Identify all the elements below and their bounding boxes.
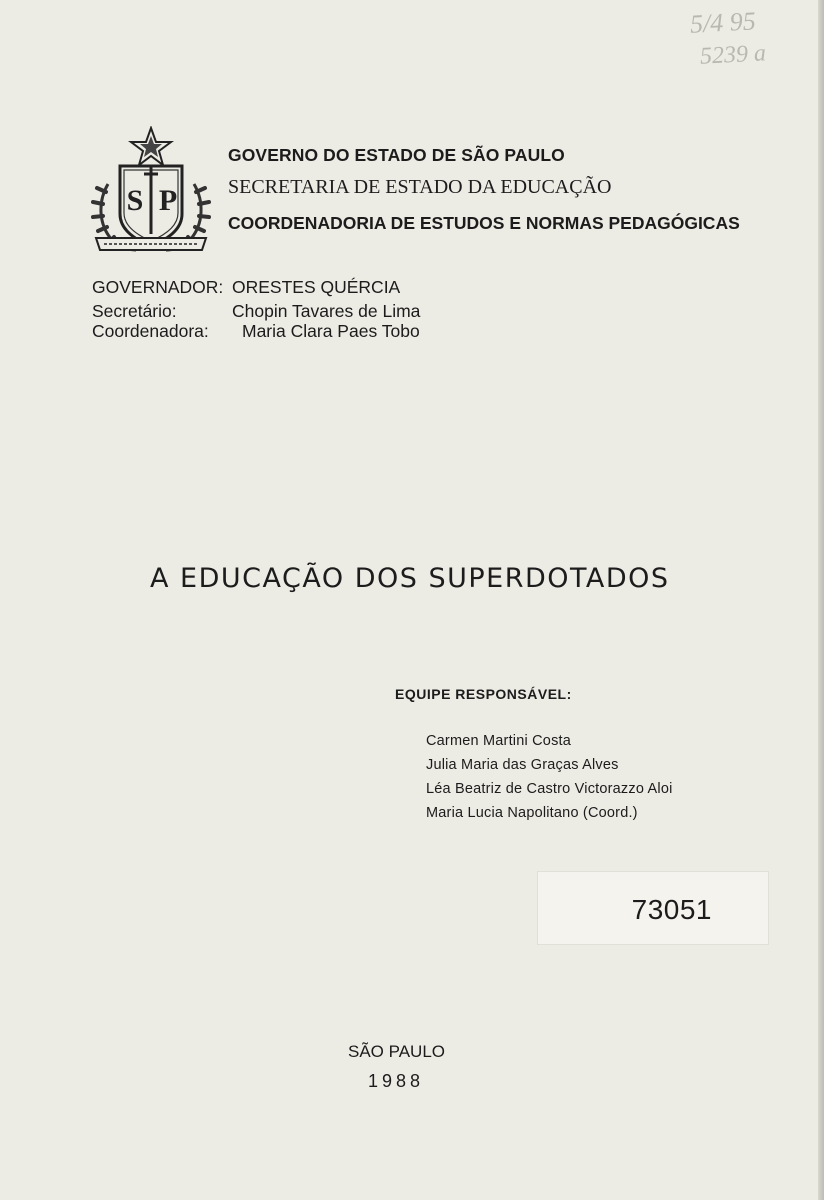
team-heading: EQUIPE RESPONSÁVEL: [395, 686, 572, 702]
coat-of-arms-icon [90, 126, 212, 260]
team-member: Carmen Martini Costa [426, 733, 572, 749]
document-title: A EDUCAÇÃO DOS SUPERDOTADOS [150, 563, 670, 594]
publication-year: 1988 [368, 1071, 425, 1091]
official-name: Chopin Tavares de Lima [232, 301, 421, 321]
secretariat-name: SECRETARIA DE ESTADO DA EDUCAÇÃO [228, 176, 612, 198]
official-role: Coordenadora: [92, 321, 209, 341]
team-member: Julia Maria das Graças Alves [426, 757, 619, 773]
handwritten-margin-note-2: 5239 a [699, 40, 767, 70]
state-seal [90, 126, 212, 260]
handwritten-margin-note: 5/4 95 [689, 6, 757, 39]
official-role: Secretário: [92, 301, 177, 321]
team-member: Léa Beatriz de Castro Victorazzo Aloi [426, 781, 673, 797]
official-role: GOVERNADOR: [92, 277, 224, 297]
official-name: ORESTES QUÉRCIA [232, 277, 401, 297]
publication-city: SÃO PAULO [348, 1042, 445, 1061]
accession-number: 73051 [631, 894, 712, 925]
seal-monogram-s: S [126, 184, 144, 217]
coordination-name: COORDENADORIA DE ESTUDOS E NORMAS PEDAGÓGICAS [228, 213, 740, 233]
team-member: Maria Lucia Napolitano (Coord.) [426, 805, 638, 821]
official-name: Maria Clara Paes Tobo [242, 321, 420, 341]
page-edge [818, 0, 824, 1200]
svg-text:P: P [158, 184, 178, 217]
government-name: GOVERNO DO ESTADO DE SÃO PAULO [228, 145, 565, 165]
library-label [538, 872, 768, 944]
